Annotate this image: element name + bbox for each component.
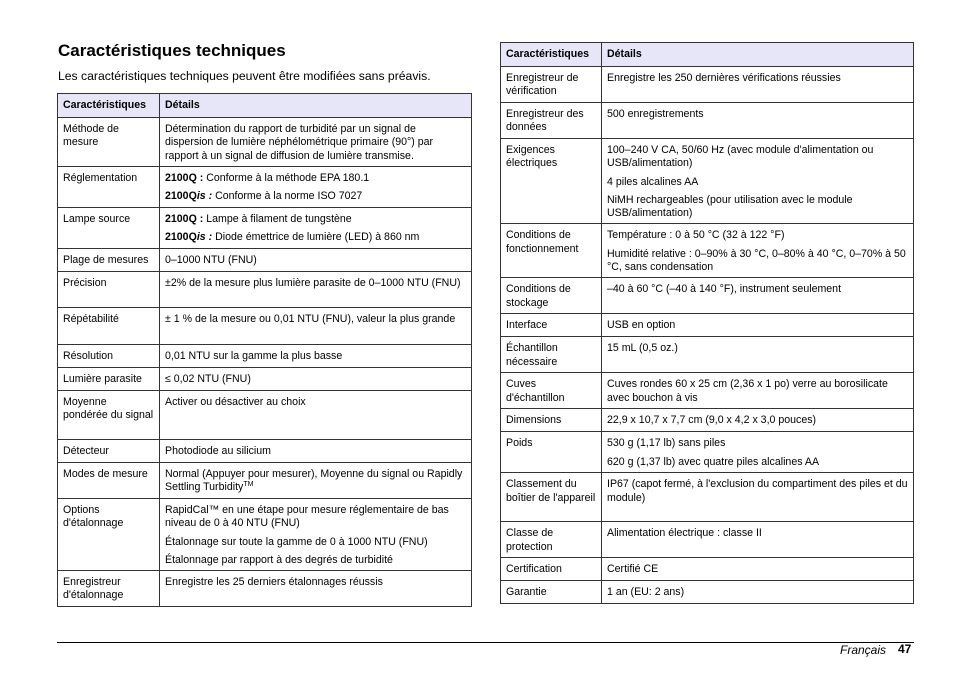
row-details: IP67 (capot fermé, à l'exclusion du compartiment des piles et du module)	[602, 473, 914, 522]
table-row	[58, 368, 472, 391]
row-label: Garantie	[501, 581, 602, 604]
table-row	[501, 67, 914, 103]
table-row	[501, 278, 914, 314]
table-row	[58, 167, 472, 208]
row-label: Cuves d'échantillon	[501, 373, 602, 409]
table-row	[58, 249, 472, 272]
row-details: Certifié CE	[602, 558, 914, 581]
row-details: 2100Q : Conforme à la méthode EPA 180.1 2100Qis : Conforme à la norme ISO 7027	[160, 167, 472, 208]
row-details: 530 g (1,17 lb) sans piles 620 g (1,37 lb) avec quatre piles alcalines AA	[602, 432, 914, 473]
table-row	[501, 103, 914, 139]
row-details: 500 enregistrements	[602, 103, 914, 139]
trademark-mark: TM	[243, 481, 254, 489]
table-header-row	[58, 94, 472, 118]
row-details: ±2% de la mesure plus lumière parasite de 0–1000 NTU (FNU)	[160, 272, 472, 308]
footer-language: Français	[840, 643, 887, 657]
table-row	[58, 308, 472, 345]
row-label: Dimensions	[501, 409, 602, 432]
header-characteristics: Caractéristiques	[501, 43, 602, 67]
header-details: Détails	[602, 43, 914, 67]
row-label: Modes de mesure	[58, 463, 160, 499]
row-label: Répétabilité	[58, 308, 160, 345]
row-details: Enregistre les 25 derniers étalonnages réussis	[160, 571, 472, 607]
row-details: 1 an (EU: 2 ans)	[602, 581, 914, 604]
row-label: Précision	[58, 272, 160, 308]
row-label: Lampe source	[58, 208, 160, 249]
row-details: Activer ou désactiver au choix	[160, 391, 472, 440]
row-label: Échantillon nécessaire	[501, 337, 602, 373]
row-label: Classe de protection	[501, 522, 602, 558]
table-row	[58, 272, 472, 308]
row-label: Réglementation	[58, 167, 160, 208]
row-details: 100–240 V CA, 50/60 Hz (avec module d'alimentation ou USB/alimentation) 4 piles alcalines AA NiMH rechargeables (pour utilisation avec le module USB/alimentation)	[602, 139, 914, 224]
spec-table-right	[500, 42, 914, 604]
row-details: Enregistre les 250 dernières vérifications réussies	[602, 67, 914, 103]
row-details: –40 à 60 °C (–40 à 140 °F), instrument seulement	[602, 278, 914, 314]
table-row	[501, 432, 914, 473]
spec-table-left	[57, 93, 472, 607]
row-label: Enregistreur des données	[501, 103, 602, 139]
row-label: Conditions de stockage	[501, 278, 602, 314]
row-label: Plage de mesures	[58, 249, 160, 272]
page-title: Caractéristiques techniques	[58, 41, 286, 60]
table-row	[501, 558, 914, 581]
table-row	[501, 473, 914, 522]
row-details: 0,01 NTU sur la gamme la plus basse	[160, 345, 472, 368]
row-details: ≤ 0,02 NTU (FNU)	[160, 368, 472, 391]
row-details: 0–1000 NTU (FNU)	[160, 249, 472, 272]
row-details: 2100Q : Lampe à filament de tungstène 2100Qis : Diode émettrice de lumière (LED) à 860 nm	[160, 208, 472, 249]
footer-page-number: 47	[898, 642, 912, 656]
row-details: USB en option	[602, 314, 914, 337]
table-row	[58, 118, 472, 167]
row-label: Enregistreur d'étalonnage	[58, 571, 160, 607]
row-label: Résolution	[58, 345, 160, 368]
table-row	[58, 571, 472, 607]
row-details: Normal (Appuyer pour mesurer), Moyenne du signal ou Rapidly Settling Turbidity™	[160, 463, 472, 499]
table-row	[58, 208, 472, 249]
row-details: ± 1 % de la mesure ou 0,01 NTU (FNU), valeur la plus grande	[160, 308, 472, 345]
row-details: Photodiode au silicium	[160, 440, 472, 463]
row-details: Détermination du rapport de turbidité par un signal de dispersion de lumière néphélométrique primaire (90°) par rapport à un signal de diffusion de lumière transmise.	[160, 118, 472, 167]
table-row	[58, 440, 472, 463]
table-row	[58, 391, 472, 440]
row-label: Exigences électriques	[501, 139, 602, 224]
table-header-row	[501, 43, 914, 67]
table-row	[501, 373, 914, 409]
row-label: Détecteur	[58, 440, 160, 463]
table-row	[501, 224, 914, 278]
row-label: Options d'étalonnage	[58, 499, 160, 571]
row-details: 15 mL (0,5 oz.)	[602, 337, 914, 373]
table-row	[58, 463, 472, 499]
row-label: Poids	[501, 432, 602, 473]
row-label: Certification	[501, 558, 602, 581]
row-details: Cuves rondes 60 x 25 cm (2,36 x 1 po) verre au borosilicate avec bouchon à vis	[602, 373, 914, 409]
table-row	[501, 314, 914, 337]
row-label: Interface	[501, 314, 602, 337]
row-details: RapidCal™ en une étape pour mesure réglementaire de bas niveau de 0 à 40 NTU (FNU) Étalonnage sur toute la gamme de 0 à 1000 NTU (FNU) Étalonnage par rapport à des degrés de turbidité	[160, 499, 472, 571]
header-characteristics: Caractéristiques	[58, 94, 160, 118]
header-details: Détails	[160, 94, 472, 118]
row-label: Moyenne pondérée du signal	[58, 391, 160, 440]
row-details: Température : 0 à 50 °C (32 à 122 °F) Humidité relative : 0–90% à 30 °C, 0–80% à 40 °C, 0–70% à 50 °C, sans condensation	[602, 224, 914, 278]
table-row	[501, 581, 914, 604]
footer-divider	[57, 642, 914, 643]
row-label: Conditions de fonctionnement	[501, 224, 602, 278]
row-details: Alimentation électrique : classe II	[602, 522, 914, 558]
table-row	[501, 522, 914, 558]
table-row	[58, 345, 472, 368]
table-row	[501, 139, 914, 224]
table-row	[501, 337, 914, 373]
row-label: Méthode de mesure	[58, 118, 160, 167]
row-label: Lumière parasite	[58, 368, 160, 391]
row-label: Classement du boîtier de l'appareil	[501, 473, 602, 522]
row-label: Enregistreur de vérification	[501, 67, 602, 103]
intro-text: Les caractéristiques techniques peuvent être modifiées sans préavis.	[58, 69, 431, 83]
table-row	[501, 409, 914, 432]
table-row	[58, 499, 472, 571]
row-details: 22,9 x 10,7 x 7,7 cm (9,0 x 4,2 x 3,0 pouces)	[602, 409, 914, 432]
